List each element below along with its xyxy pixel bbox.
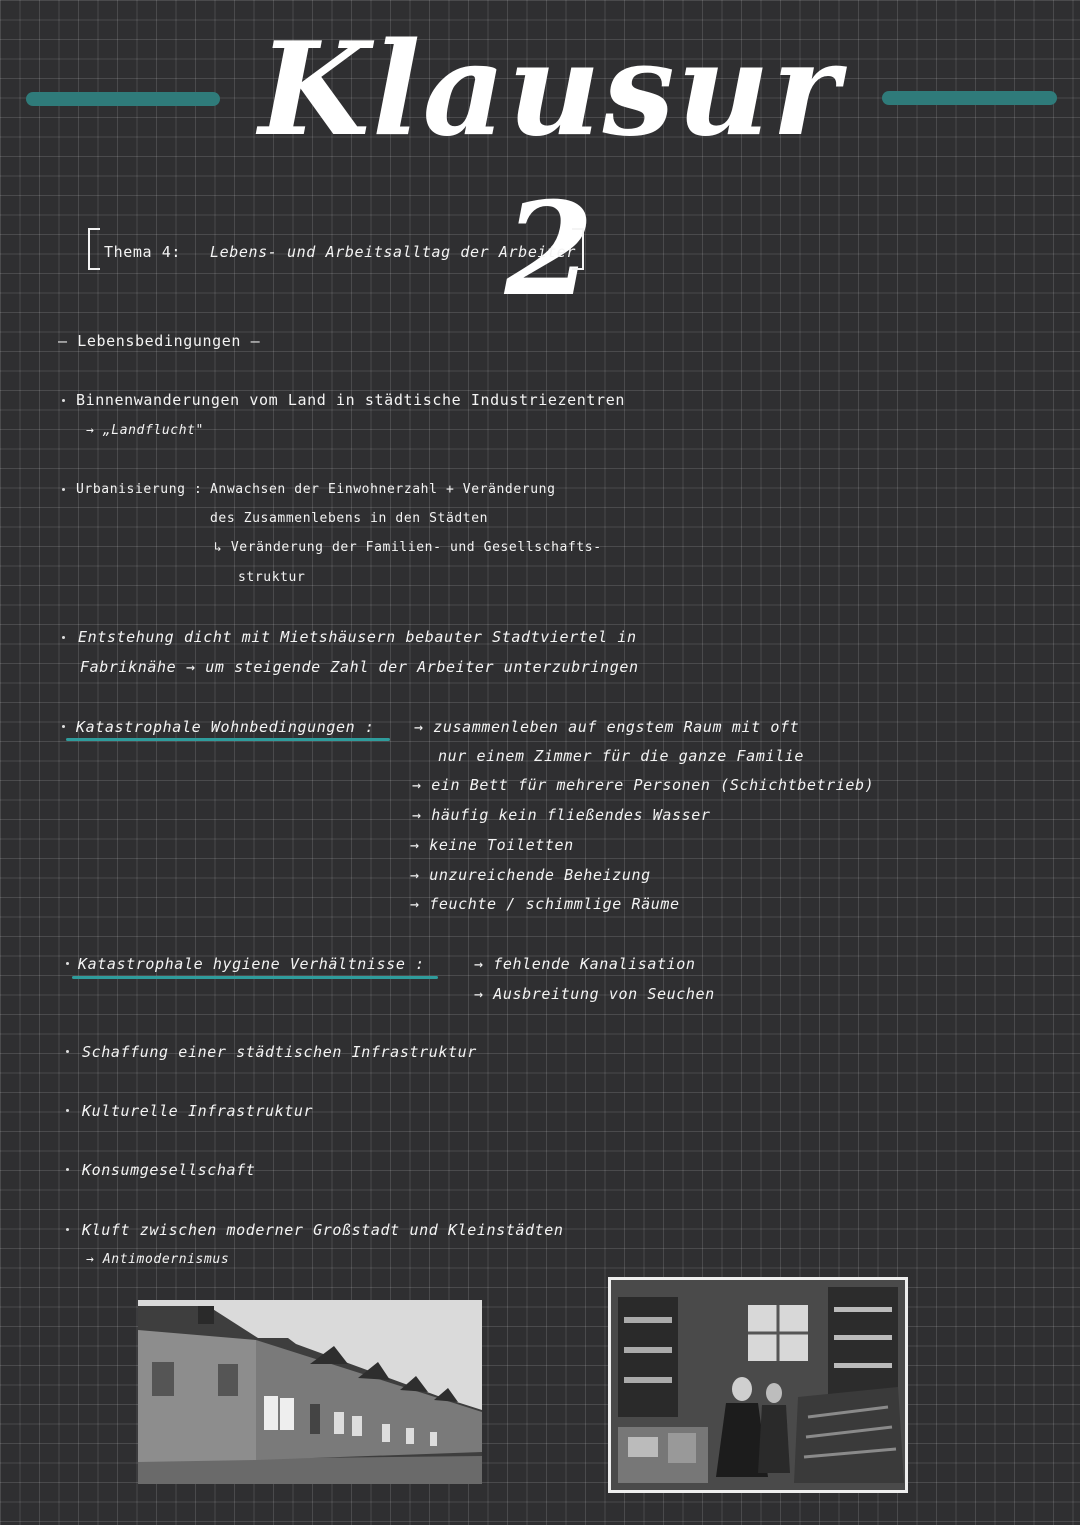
wohn-item6: → feuchte / schimmlige Räume bbox=[410, 895, 680, 913]
header-bar-left bbox=[26, 92, 220, 106]
landflucht-text: → „Landflucht" bbox=[86, 423, 204, 438]
section-heading: — Lebensbedingungen — bbox=[58, 332, 261, 350]
wohn-label: Katastrophale Wohnbedingungen : bbox=[76, 718, 375, 736]
topic-label: Thema 4: bbox=[104, 243, 182, 261]
wohn-item1a: → zusammenleben auf engstem Raum mit oft bbox=[414, 718, 800, 736]
worker-housing-photo bbox=[138, 1300, 482, 1484]
antimodernismus-text: → Antimodernismus bbox=[86, 1252, 230, 1267]
kultur-text: Kulturelle Infrastruktur bbox=[82, 1102, 314, 1120]
topic-bracket-left bbox=[88, 228, 100, 270]
bullet-dot bbox=[62, 488, 65, 491]
hygiene-item2: → Ausbreitung von Seuchen bbox=[474, 985, 715, 1003]
wohn-underline bbox=[66, 738, 390, 741]
konsum-text: Konsumgesellschaft bbox=[82, 1161, 256, 1179]
hygiene-item1: → fehlende Kanalisation bbox=[474, 955, 696, 973]
hygiene-underline bbox=[72, 976, 438, 979]
binnen-text: Binnenwanderungen vom Land in städtische Industriezentren bbox=[76, 391, 625, 409]
entstehung-line2: Fabriknähe → um steigende Zahl der Arbeiter unterzubringen bbox=[80, 658, 639, 676]
bullet-dot bbox=[62, 636, 65, 639]
bullet-dot bbox=[66, 1228, 69, 1231]
schaffung-text: Schaffung einer städtischen Infrastruktur bbox=[82, 1043, 477, 1061]
hygiene-label: Katastrophale hygiene Verhältnisse : bbox=[78, 955, 425, 973]
wohn-item4: → keine Toiletten bbox=[410, 836, 574, 854]
bullet-dot bbox=[66, 962, 69, 965]
bullet-dot bbox=[62, 399, 65, 402]
crowded-room-photo bbox=[608, 1277, 908, 1493]
urban-line3: ↳ Veränderung der Familien- und Gesellschafts- bbox=[214, 540, 602, 555]
urban-label: Urbanisierung : bbox=[76, 482, 203, 497]
wohn-item1b: nur einem Zimmer für die ganze Familie bbox=[438, 747, 804, 765]
wohn-item2: → ein Bett für mehrere Personen (Schichtbetrieb) bbox=[412, 776, 875, 794]
bullet-dot bbox=[66, 1109, 69, 1112]
bullet-dot bbox=[66, 1168, 69, 1171]
urban-line1: Anwachsen der Einwohnerzahl + Veränderung bbox=[210, 482, 556, 497]
page-title: Klausur 2 bbox=[258, 15, 842, 325]
kluft-text: Kluft zwischen moderner Großstadt und Kleinstädten bbox=[82, 1221, 564, 1239]
wohn-item3: → häufig kein fließendes Wasser bbox=[412, 806, 711, 824]
bullet-dot bbox=[66, 1050, 69, 1053]
urban-line2: des Zusammenlebens in den Städten bbox=[210, 511, 489, 526]
urban-line4: struktur bbox=[238, 570, 306, 585]
entstehung-line1: Entstehung dicht mit Mietshäusern bebauter Stadtviertel in bbox=[78, 628, 637, 646]
header-bar-right bbox=[882, 91, 1057, 105]
topic-bracket-right bbox=[572, 228, 584, 270]
bullet-dot bbox=[62, 725, 65, 728]
wohn-item5: → unzureichende Beheizung bbox=[410, 866, 651, 884]
topic-text: Lebens- und Arbeitsalltag der Arbeiter bbox=[210, 243, 576, 261]
